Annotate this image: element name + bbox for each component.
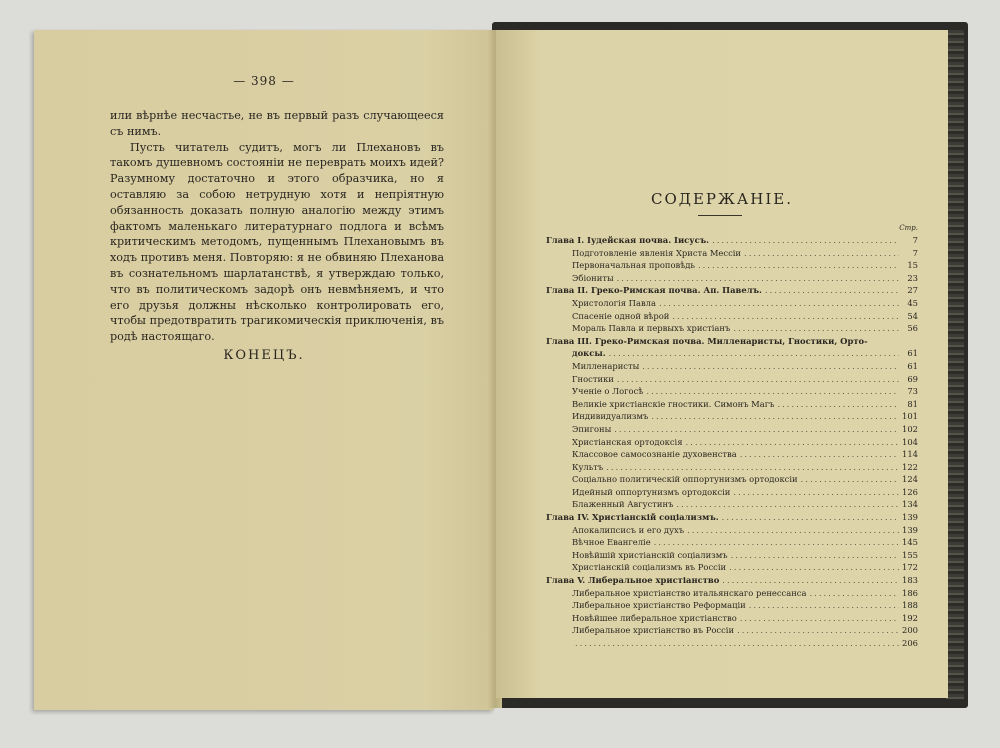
toc-entry-title: Эпигоны (572, 423, 612, 434)
dot-leader (801, 473, 899, 486)
toc-entry-title: Вѣчное Евангеліе (572, 537, 651, 548)
page-column-label: Стр. (899, 224, 918, 232)
dot-leader (672, 310, 899, 323)
toc-entry-title: Эбіониты (572, 272, 614, 283)
toc-entry-row (546, 473, 918, 486)
toc-page-number: 7 (912, 235, 918, 245)
toc-page-number: 7 (912, 247, 918, 258)
toc-page-number: 122 (902, 461, 918, 472)
dot-leader (575, 637, 899, 650)
toc-entry-row (546, 373, 918, 386)
paragraph: Пусть читатель судитъ, могъ ли Плехановъ въ такомъ душевномъ состояніи не переврать моихъ идей? Разумному достаточно и этого образчика, но я оставляю за собою нетрудную хотя и непріятную обязанность доказать полную аналогію между этимъ фактомъ маленькаго литературнаго подлога и всѣмъ критическимъ методомъ, пущеннымъ Плехановымъ въ ходъ противъ меня. Повторяю: я не обвиняю Плеханова въ сознательномъ шарлатанствѣ, я утверждаю только, что въ политическомъ задорѣ онъ невмѣняемъ, и что его друзья должны нѣсколько контролировать его, чтобы предотвратить трагикомическія приключенія, въ родѣ настоящаго. (110, 140, 444, 344)
dot-leader (733, 322, 899, 335)
toc-entry-row (546, 322, 918, 335)
toc-entry-title: Глава I. Іудейская почва. Іисусъ. (546, 235, 710, 245)
toc-page-number: 73 (907, 386, 918, 397)
toc-entry-title: Глава V. Либеральное христіанство (546, 575, 720, 586)
toc-entry-title: доксы. (572, 348, 606, 359)
toc-entry-title: Соціально политическій оппортунизмъ ортодоксіи (572, 474, 798, 485)
toc-entry-row (546, 587, 918, 600)
toc-entry-row (546, 524, 918, 537)
toc-page-number: 124 (902, 474, 918, 485)
toc-entry-row (546, 385, 918, 398)
dot-leader (606, 461, 899, 474)
toc-chapter-row (546, 511, 918, 524)
toc-page-number: 45 (907, 297, 918, 308)
toc-page-number: 200 (902, 625, 918, 636)
toc-page-number: 192 (902, 612, 918, 623)
paragraph: или вѣрнѣе несчастье, не въ первый разъ случающееся съ нимъ. (110, 109, 444, 138)
toc-page-number: 114 (902, 449, 918, 460)
toc-entry-title: Христіанская ортодоксія (572, 436, 683, 447)
toc-entry-row (546, 561, 918, 574)
toc-page-number: 102 (902, 423, 918, 434)
title-rule (698, 215, 742, 216)
toc-page-number: 139 (902, 512, 918, 523)
toc-entry-title: Культъ (572, 461, 604, 472)
toc-entry-row (546, 536, 918, 549)
toc-entry-title: Первоначальная проповѣдь (572, 260, 695, 271)
dot-leader (810, 587, 900, 600)
toc-chapter-row (546, 574, 918, 587)
right-page (496, 30, 948, 698)
toc-entry-title: Великіе христіанскіе гностики. Симонъ Магъ (572, 398, 775, 409)
toc-entry-row (546, 297, 918, 310)
dot-leader (740, 448, 899, 461)
toc-page-number: 155 (902, 549, 918, 560)
toc-entry-title: Глава III. Греко-Римская почва. Милленаристы, Гностики, Орто- (546, 335, 868, 346)
toc-entry-row (546, 549, 918, 562)
dot-leader (614, 423, 899, 436)
toc-chapter-row (546, 284, 918, 297)
dot-leader (744, 247, 899, 260)
dot-leader (609, 347, 899, 360)
dot-leader (617, 373, 899, 386)
toc-entry-row (546, 360, 918, 373)
toc-entry-row (546, 272, 918, 285)
toc-page-number: 186 (902, 587, 918, 598)
toc-entry-row (546, 486, 918, 499)
toc-page-number: 54 (907, 310, 918, 321)
toc-entry-title: Блаженный Августинъ (572, 499, 674, 510)
toc-page-number: 126 (902, 486, 918, 497)
toc-page-number: 188 (902, 600, 918, 611)
table-of-contents (546, 223, 918, 650)
dot-leader (765, 284, 899, 297)
toc-entry-title: Ученіе о Логосѣ (572, 386, 644, 397)
toc-entry-row (546, 247, 918, 260)
dot-leader (676, 498, 899, 511)
dot-leader (722, 574, 899, 587)
toc-entry-title: Глава IV. Христіанскій соціализмъ. (546, 512, 719, 523)
toc-entry-title: Спасеніе одной вѣрой (572, 310, 670, 321)
toc-page-number: 206 (902, 638, 918, 648)
toc-page-number: 69 (907, 373, 918, 384)
toc-entry-title: Классовое самосознаніе духовенства (572, 449, 737, 460)
toc-entry-title: Христологія Павла (572, 297, 656, 308)
toc-page-number: 81 (907, 398, 918, 409)
left-page (34, 30, 494, 710)
toc-entry-title: Апокалипсисъ и его духъ (572, 524, 685, 535)
toc-page-number: 61 (907, 348, 918, 359)
toc-entry-title: Гностики (572, 373, 614, 384)
toc-entry-title: Глава II. Греко-Римская почва. Ап. Павелъ. (546, 285, 762, 296)
toc-entry-title: Подготовленіе явленія Христа Мессіи (572, 247, 742, 258)
toc-entry-title: Милленаристы (572, 360, 640, 371)
page-number: — 398 — (233, 74, 295, 88)
book-cover-marbled-edge (946, 30, 964, 700)
toc-entry-title: Идейный оппортунизмъ ортодоксіи (572, 486, 731, 497)
toc-entry-row (546, 347, 918, 360)
dot-leader (617, 272, 899, 285)
toc-entry-title: Либеральное христіанство въ Россіи (572, 625, 735, 636)
toc-page-number: 23 (907, 272, 918, 283)
toc-entry-row (546, 612, 918, 625)
toc-entry-title: Либеральное христіанство итальянскаго ренессанса (572, 587, 807, 598)
toc-page-number: 145 (902, 537, 918, 548)
dot-leader (737, 624, 899, 637)
dot-leader (642, 360, 899, 373)
dot-leader (654, 536, 899, 549)
dot-leader (646, 385, 899, 398)
dot-leader (731, 549, 899, 562)
dot-leader (722, 511, 899, 524)
toc-entry-title: Либеральное христіанство Реформаціи (572, 600, 746, 611)
toc-page-number: 139 (902, 524, 918, 535)
toc-entry-row (546, 448, 918, 461)
toc-page-number: 134 (902, 499, 918, 510)
toc-entry-title: Мораль Павла и первыхъ христіанъ (572, 323, 731, 334)
toc-entry-row (546, 624, 918, 637)
dot-leader (712, 234, 899, 247)
toc-page-number: 15 (907, 260, 918, 271)
toc-entry-row (546, 498, 918, 511)
toc-title: СОДЕРЖАНІЕ. (651, 190, 793, 208)
end-heading: КОНЕЦЪ. (223, 348, 305, 363)
toc-page-number: 61 (907, 360, 918, 371)
toc-entry-title: Индивидуализмъ (572, 411, 649, 422)
toc-entry-row (546, 599, 918, 612)
toc-entry-row (546, 259, 918, 272)
dot-leader (687, 524, 899, 537)
toc-entry-title: Новѣйшее либеральное христіанство (572, 612, 737, 623)
toc-entry-row (546, 410, 918, 423)
toc-page-number: 56 (907, 323, 918, 334)
dot-leader (740, 612, 899, 625)
toc-page-number: 183 (902, 575, 918, 586)
toc-page-number: 27 (907, 285, 918, 296)
toc-entry-title: Новѣйшій христіанскій соціализмъ (572, 549, 728, 560)
toc-entry-row (546, 423, 918, 436)
body-text (110, 108, 444, 345)
toc-page-number: 104 (902, 436, 918, 447)
toc-entry-row (546, 398, 918, 411)
toc-entry-row (546, 310, 918, 323)
toc-page-number: 101 (902, 411, 918, 422)
dot-leader (749, 599, 899, 612)
dot-leader (686, 436, 899, 449)
toc-entry-row (546, 637, 918, 650)
toc-chapter-row (546, 335, 918, 348)
toc-entry-title: Христіанскій соціализмъ въ Россіи (572, 562, 727, 573)
dot-leader (729, 561, 899, 574)
toc-chapter-row (546, 234, 918, 247)
dot-leader (659, 297, 899, 310)
dot-leader (733, 486, 899, 499)
dot-leader (777, 398, 899, 411)
toc-entry-row (546, 436, 918, 449)
toc-entry-row (546, 461, 918, 474)
dot-leader (651, 410, 899, 423)
toc-page-number: 172 (902, 562, 918, 573)
dot-leader (698, 259, 899, 272)
